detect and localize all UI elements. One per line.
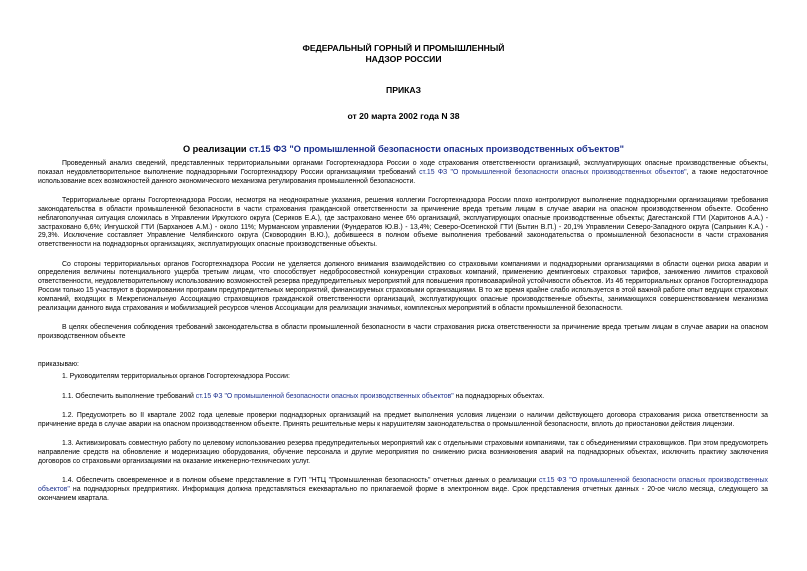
order-item-1-4 (38, 477, 768, 504)
paragraph-text: Проведенный анализ сведений, представленных территориальными органами Госгортехнадзора России о ходе страхования ответственности организаций, эксплуатирующих опасные производственные объекты, показал неудовлетворительное выполнение поднадзорными Госгортехнадзору России организациями требований (38, 160, 768, 176)
item-text: на поднадзорных предприятиях. Информация должна представляться ежеквартально по прилагаемой форме в электронном виде. Срок представления отчетных данных - 20-ое число месяца, следующего за окончанием квартала. (38, 485, 768, 502)
paragraph-text: , а также недостаточное использование всех возможностей данного экономического механизма регулирования промышленной безопасности. (38, 168, 768, 185)
law-link[interactable]: ст.15 ФЗ "О промышленной безопасности опасных производственных объектов" (38, 477, 768, 493)
subject-law-link[interactable]: ст.15 ФЗ "О промышленной безопасности опасных производственных объектов" (249, 144, 625, 154)
document-subject (0, 144, 807, 155)
paragraph-purpose: В целях обеспечения соблюдения требований законодательства в области промышленной безопасности в части страхования риска ответственности за причинение вреда третьим лицам в случае аварии на опасном производственном объекте (38, 324, 768, 340)
order-item-1-1 (38, 393, 768, 402)
item-text: 1.4. Обеспечить своевременное и в полном объеме представление в ГУП "НТЦ "Промышленная безопасность" отчетных данных о реализации (62, 477, 540, 485)
document-body (38, 160, 768, 514)
paragraph-insurers: Со стороны территориальных органов Госгортехнадзора России не уделяется должного внимания взаимодействию со страховыми компаниями и поднадзорными организациями в области оценки риска аварии и определения величины потенциального ущерба третьим лицам, что способствует недобросовестной конкуренции страховых компаний, применению демпинговых страховых тарифов, занижению лимитов страховой ответственности, неудовлетворительному использованию возможностей резерва предупредительных мероприятий для повышения противоаварийной устойчивости объектов. Из 46 территориальных органов Госгортехнадзора России только 15 участвуют в формировании программ предупредительных мероприятий, финансируемых страховыми организациями. В то же время крайне слабо используется в этой важной работе опыт ведущих страховых компаний, входящих в Межрегиональную Ассоциацию страховщиков гражданской ответственности организаций, эксплуатирующих опасные производственные объекты, занимающихся совершенствованием механизма реализации данного вида страхования и мобилизацией ресурсов членов Ассоциации для реализации значимых, комплексных мероприятий в области промышленной безопасности. (38, 260, 768, 312)
item-text: на поднадзорных объектах. (453, 392, 545, 400)
authority-line-1: ФЕДЕРАЛЬНЫЙ ГОРНЫЙ И ПРОМЫШЛЕННЫЙ (302, 43, 505, 53)
order-word: приказываю: (38, 361, 79, 369)
issuing-authority (0, 0, 807, 65)
item-text: 1.1. Обеспечить выполнение требований (62, 392, 196, 400)
law-link[interactable]: ст.15 ФЗ "О промышленной безопасности опасных производственных объектов" (195, 392, 454, 400)
document-date-number: от 20 марта 2002 года N 38 (347, 111, 460, 121)
order-item-1-3: 1.3. Активизировать совместную работу по целевому использованию резерва предупредительных мероприятий как с отдельными страховыми компаниями, так с объединениями страховщиков. При этом предусмотреть направление средств на обновление и модернизацию оборудования, обучение персонала и другие мероприятия по снижению риска возникновения аварий на поднадзорных объектах, исключить практику заключения договоров со страховыми организациями на оказание инженерно-технических услуг. (38, 440, 768, 465)
law-link[interactable]: ст.15 ФЗ "О промышленной безопасности опасных производственных объектов" (419, 168, 687, 176)
paragraph-analysis (38, 160, 768, 187)
order-item-1-2: 1.2. Предусмотреть во II квартале 2002 года целевые проверки поднадзорных организаций на предмет выполнения условия лицензии о наличии действующего договора страхования риска ответственности за причинение вреда в случае аварии на опасном производственном объекте. Принять решительные меры к нарушителям законодательства о промышленной безопасности, вплоть до приостановки действия лицензии. (38, 411, 768, 428)
paragraph-territorial-bodies: Территориальные органы Госгортехнадзора России, несмотря на неоднократные указания, решения коллегии Госгортехнадзора России плохо контролируют выполнение поднадзорными организациями требования законодательства в области промышленной безопасности в части страхования гражданской ответственности за причинение вреда третьим лицам в случае аварии на опасном производственном объекте. Особенно неблагополучная ситуация сложилась в Управлении Иркутского округа (Сериков Е.А.), где застраховано менее 6% организаций, эксплуатирующих опасные производственные объекты; Дагестанской ГТИ (Харитонов А.А.) - застраховано 6,6%; Ингушской ГТИ (Барханоев А.М.) - около 11%; Мурманском управлении (Фундератов Ю.В.) - 13,4%; Северо-Осетинской ГТИ (Бытин В.П.) - 20,1% Управлении Северо-Западного округа (Сапрыкин К.А.) - 29,3%. Исключение составляет Управление Челябинского округа (Сковородкин В.Ю.), добившееся в полном объеме выполнения требований законодательства о промышленной безопасности в части страхования ответственности на поднадзорных организациях, эксплуатирующих опасные производственные объекты. (38, 197, 768, 249)
document-header (0, 0, 807, 155)
subject-prefix: О реализации (182, 144, 250, 154)
order-item-1: 1. Руководителям территориальных органов Госгортехнадзора России: (62, 373, 290, 381)
document-type: ПРИКАЗ (386, 85, 421, 95)
authority-line-2: НАДЗОР РОССИИ (365, 54, 442, 64)
